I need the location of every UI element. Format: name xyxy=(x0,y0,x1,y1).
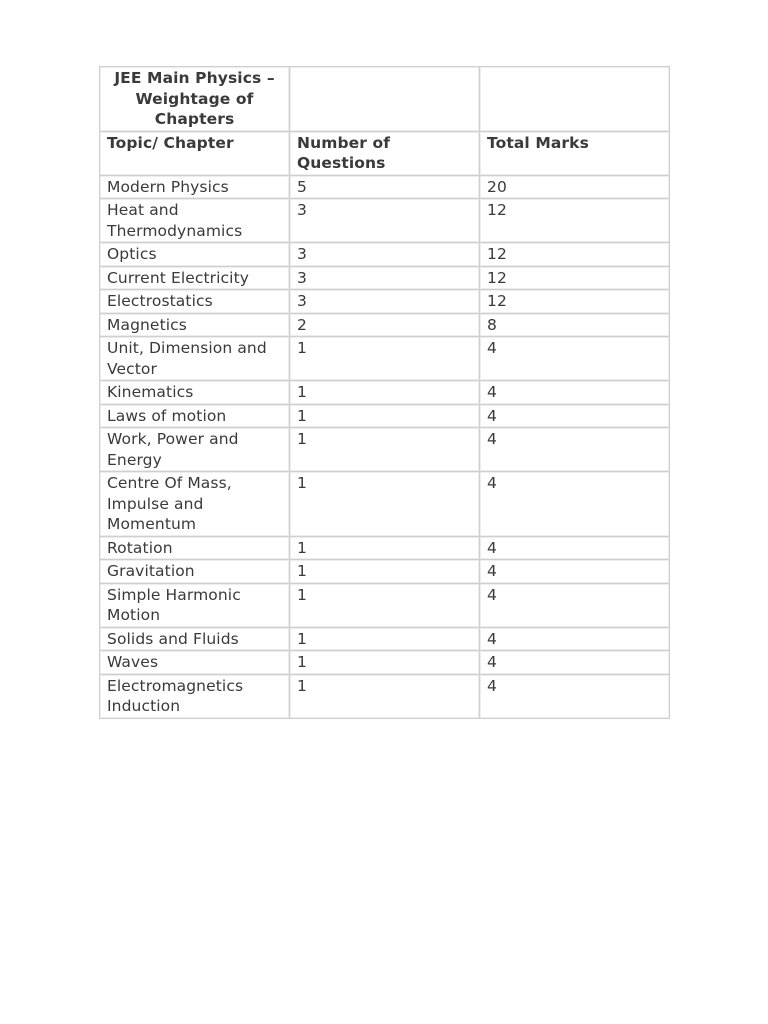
questions-cell: 2 xyxy=(290,314,480,338)
table-title: JEE Main Physics – Weightage of Chapters xyxy=(100,67,290,132)
table-row xyxy=(100,560,670,584)
questions-cell: 1 xyxy=(290,628,480,652)
topic-cell: Electromagnetics Induction xyxy=(100,675,290,719)
column-header-marks: Total Marks xyxy=(480,132,670,176)
marks-cell: 4 xyxy=(480,560,670,584)
table-row xyxy=(100,675,670,719)
questions-cell: 5 xyxy=(290,176,480,200)
topic-cell: Current Electricity xyxy=(100,267,290,291)
table-row xyxy=(100,243,670,267)
marks-cell: 4 xyxy=(480,537,670,561)
table-title-row xyxy=(100,67,670,132)
questions-cell: 1 xyxy=(290,428,480,472)
marks-cell: 4 xyxy=(480,651,670,675)
questions-cell: 3 xyxy=(290,290,480,314)
title-empty-cell xyxy=(480,67,670,132)
title-empty-cell xyxy=(290,67,480,132)
questions-cell: 1 xyxy=(290,675,480,719)
questions-cell: 3 xyxy=(290,243,480,267)
questions-cell: 1 xyxy=(290,405,480,429)
topic-cell: Simple Harmonic Motion xyxy=(100,584,290,628)
topic-cell: Laws of motion xyxy=(100,405,290,429)
table-row xyxy=(100,405,670,429)
marks-cell: 12 xyxy=(480,199,670,243)
weightage-table xyxy=(99,66,670,719)
topic-cell: Gravitation xyxy=(100,560,290,584)
topic-cell: Modern Physics xyxy=(100,176,290,200)
topic-cell: Optics xyxy=(100,243,290,267)
topic-cell: Unit, Dimension and Vector xyxy=(100,337,290,381)
marks-cell: 8 xyxy=(480,314,670,338)
topic-cell: Work, Power and Energy xyxy=(100,428,290,472)
marks-cell: 4 xyxy=(480,381,670,405)
table-row xyxy=(100,337,670,381)
topic-cell: Magnetics xyxy=(100,314,290,338)
marks-cell: 4 xyxy=(480,584,670,628)
marks-cell: 4 xyxy=(480,628,670,652)
topic-cell: Rotation xyxy=(100,537,290,561)
questions-cell: 1 xyxy=(290,584,480,628)
marks-cell: 12 xyxy=(480,243,670,267)
table-row xyxy=(100,584,670,628)
weightage-table-container xyxy=(99,66,669,719)
topic-cell: Heat and Thermodynamics xyxy=(100,199,290,243)
questions-cell: 1 xyxy=(290,337,480,381)
table-row xyxy=(100,651,670,675)
table-row xyxy=(100,537,670,561)
questions-cell: 1 xyxy=(290,651,480,675)
table-row xyxy=(100,267,670,291)
marks-cell: 12 xyxy=(480,267,670,291)
table-row xyxy=(100,628,670,652)
questions-cell: 3 xyxy=(290,199,480,243)
table-row xyxy=(100,428,670,472)
table-row xyxy=(100,381,670,405)
topic-cell: Waves xyxy=(100,651,290,675)
table-header-row xyxy=(100,132,670,176)
column-header-topic: Topic/ Chapter xyxy=(100,132,290,176)
table-row xyxy=(100,199,670,243)
marks-cell: 4 xyxy=(480,337,670,381)
marks-cell: 4 xyxy=(480,675,670,719)
marks-cell: 4 xyxy=(480,405,670,429)
topic-cell: Solids and Fluids xyxy=(100,628,290,652)
column-header-questions: Number of Questions xyxy=(290,132,480,176)
questions-cell: 1 xyxy=(290,472,480,537)
topic-cell: Electrostatics xyxy=(100,290,290,314)
table-row xyxy=(100,290,670,314)
table-row xyxy=(100,472,670,537)
questions-cell: 1 xyxy=(290,560,480,584)
questions-cell: 1 xyxy=(290,381,480,405)
marks-cell: 4 xyxy=(480,472,670,537)
marks-cell: 12 xyxy=(480,290,670,314)
questions-cell: 3 xyxy=(290,267,480,291)
table-row xyxy=(100,314,670,338)
topic-cell: Centre Of Mass, Impulse and Momentum xyxy=(100,472,290,537)
marks-cell: 20 xyxy=(480,176,670,200)
topic-cell: Kinematics xyxy=(100,381,290,405)
table-row xyxy=(100,176,670,200)
marks-cell: 4 xyxy=(480,428,670,472)
questions-cell: 1 xyxy=(290,537,480,561)
